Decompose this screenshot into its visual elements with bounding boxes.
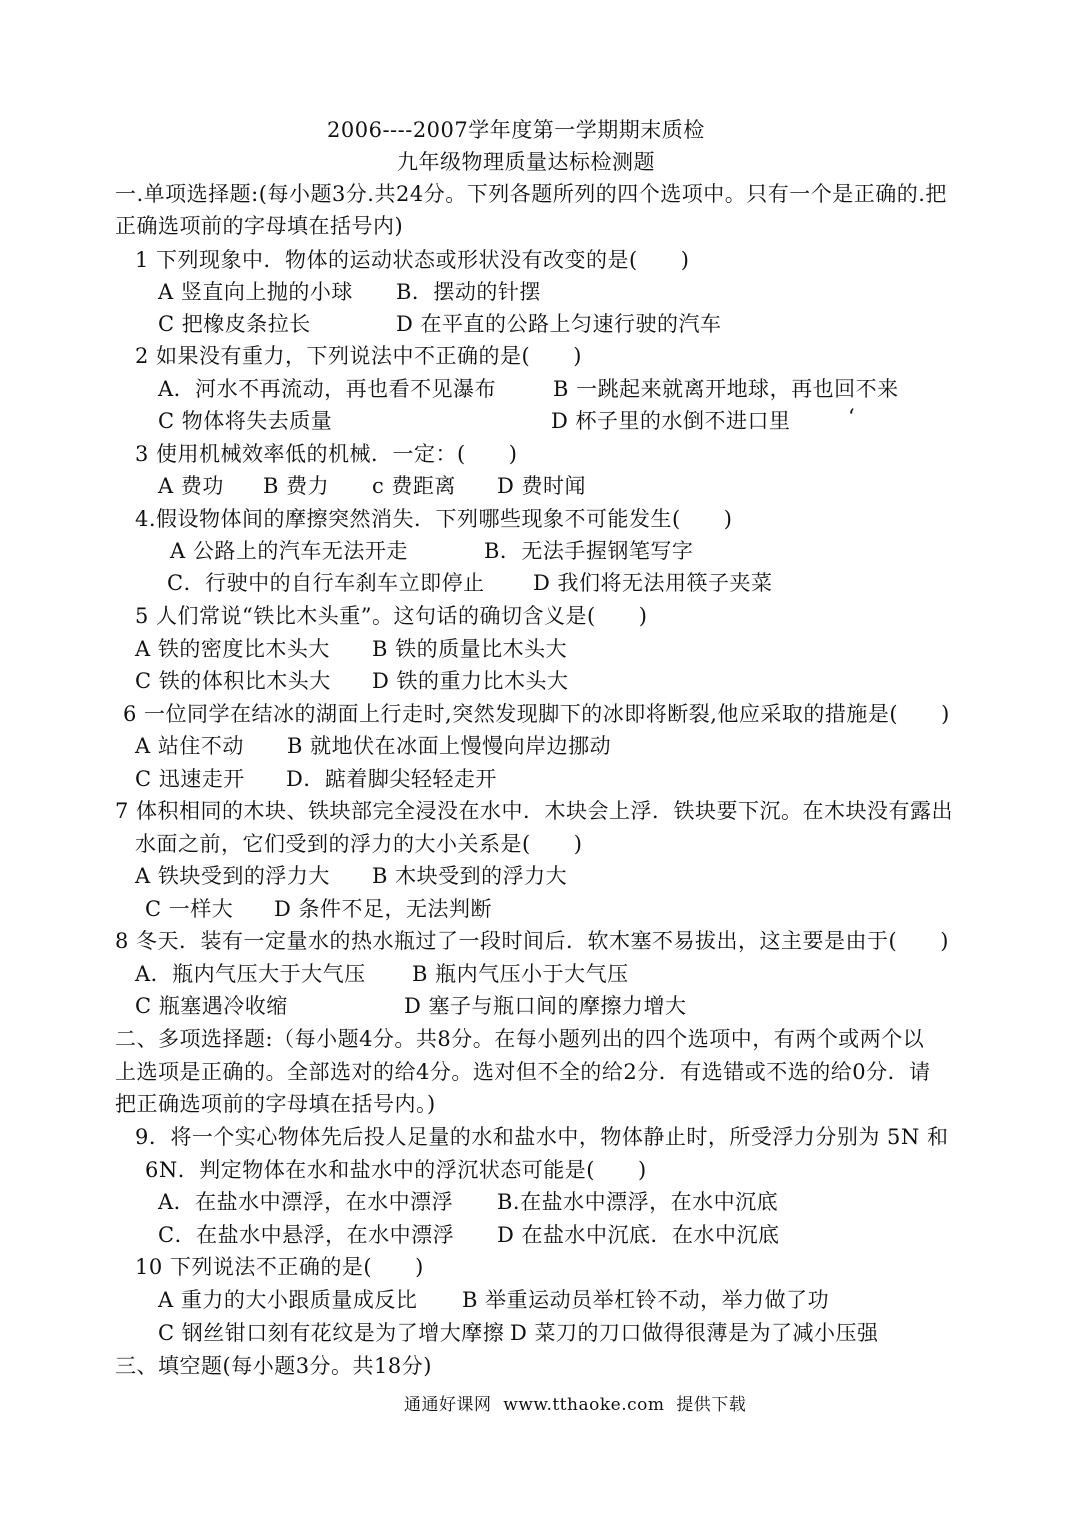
question-5-option-c: C 铁的体积比木头大 — [135, 669, 331, 693]
question-4-option-d: D 我们将无法用筷子夹菜 — [533, 571, 773, 595]
question-9-option-d: D 在盐水中沉底．在水中沉底 — [497, 1223, 780, 1247]
question-2-option-d: D 杯子里的水倒不进口里 — [551, 409, 791, 433]
title-line-2: 九年级物理质量达标检测题 — [397, 150, 655, 174]
question-9-option-a: A．在盐水中漂浮，在水中漂浮 — [158, 1190, 454, 1214]
stray-mark: ‘ — [848, 405, 856, 429]
question-8-option-a: A．瓶内气压大于大气压 — [135, 962, 366, 986]
section1-heading-line1: 一.单项选择题:(每小题3分.共24分。下列各题所列的四个选项中。只有一个是正确的.把 — [115, 182, 947, 206]
question-7-option-b: B 木块受到的浮力大 — [372, 864, 568, 888]
question-5-option-d: D 铁的重力比木头大 — [372, 669, 569, 693]
page-footer: 通通好课网 www.tthaoke.com 提供下载 — [404, 1395, 747, 1415]
section1-heading-line2: 正确选项前的字母填在括号内) — [115, 214, 404, 238]
question-10-option-a: A 重力的大小跟质量成反比 — [158, 1288, 418, 1312]
question-10-option-d: D 菜刀的刀口做得很薄是为了减小压强 — [510, 1321, 879, 1345]
question-10-option-b: B 举重运动员举杠铃不动，举力做了功 — [462, 1288, 830, 1312]
question-5-option-b: B 铁的质量比木头大 — [372, 637, 568, 661]
question-6-option-c: C 迅速走开 — [135, 767, 245, 791]
question-8-option-c: C 瓶塞遇冷收缩 — [135, 994, 288, 1018]
question-6-stem: 6 一位同学在结冰的湖面上行走时,突然发现脚下的冰即将断裂,他应采取的措施是( ) — [123, 702, 950, 726]
question-4-option-c: C．行驶中的自行车刹车立即停止 — [167, 571, 485, 595]
question-8-option-b: B 瓶内气压小于大气压 — [412, 962, 629, 986]
question-6-option-a: A 站住不动 — [135, 734, 244, 758]
question-3-option-c: c 费距离 — [372, 474, 456, 498]
question-1-option-b: B．摆动的针摆 — [396, 280, 541, 304]
question-8-option-d: D 塞子与瓶口间的摩擦力增大 — [404, 994, 687, 1018]
question-9-stem-line1: 9．将一个实心物体先后投人足量的水和盐水中，物体静止时，所受浮力分别为 5N 和 — [135, 1125, 949, 1149]
question-7-stem-line1: 7 体积相同的木块、铁块部完全浸没在水中．木块会上浮．铁块要下沉。在木块没有露出 — [115, 799, 954, 823]
question-10-option-c: C 钢丝钳口刻有花纹是为了增大摩擦 — [158, 1321, 505, 1345]
section2-heading-line2: 上选项是正确的。全部选对的给4分。选对但不全的给2分．有选错或不选的给0分．请 — [115, 1060, 931, 1084]
question-3-stem: 3 使用机械效率低的机械．一定：( ) — [135, 442, 518, 466]
question-2-stem: 2 如果没有重力，下列说法中不正确的是( ) — [135, 344, 582, 368]
question-7-option-d: D 条件不足，无法判断 — [274, 897, 493, 921]
question-1-option-d: D 在平直的公路上匀速行驶的汽车 — [396, 312, 722, 336]
question-8-stem: 8 冬天．装有一定量水的热水瓶过了一段时间后．软木塞不易拔出，这主要是由于( ) — [115, 929, 949, 953]
question-7-option-a: A 铁块受到的浮力大 — [135, 864, 330, 888]
question-9-option-b: B.在盐水中漂浮，在水中沉底 — [497, 1190, 779, 1214]
question-7-stem-line2: 水面之前，它们受到的浮力的大小关系是( ) — [135, 832, 583, 856]
question-4-option-b: B．无法手握钢笔写字 — [484, 539, 694, 563]
question-1-option-a: A 竖直向上抛的小球 — [158, 280, 353, 304]
question-1-stem: 1 下列现象中．物体的运动状态或形状没有改变的是( ) — [135, 248, 690, 272]
question-4-stem: 4.假设物体间的摩擦突然消失．下列哪些现象不可能发生( ) — [135, 507, 733, 531]
question-10-stem: 10 下列说法不正确的是( ) — [135, 1255, 424, 1279]
question-9-stem-line2: 6N．判定物体在水和盐水中的浮沉状态可能是( ) — [145, 1158, 647, 1182]
section2-heading-line3: 把正确选项前的字母填在括号内。) — [115, 1092, 436, 1116]
question-1-option-c: C 把橡皮条拉长 — [158, 312, 311, 336]
question-2-option-b: B 一跳起来就离开地球，再也回不来 — [553, 377, 899, 401]
question-6-option-b: B 就地伏在冰面上慢慢向岸边挪动 — [287, 734, 612, 758]
section2-heading-line1: 二、多项选择题:（每小题4分。共8分。在每小题列出的四个选项中，有两个或两个以 — [115, 1027, 925, 1051]
question-2-option-a: A．河水不再流动，再也看不见瀑布 — [158, 377, 497, 401]
question-9-option-c: C．在盐水中悬浮，在水中漂浮 — [158, 1223, 455, 1247]
question-2-option-c: C 物体将失去质量 — [158, 409, 333, 433]
question-4-option-a: A 公路上的汽车无法开走 — [170, 539, 408, 563]
question-3-option-d: D 费时闻 — [497, 474, 587, 498]
title-line-1: 2006----2007学年度第一学期期末质检 — [327, 118, 705, 142]
question-5-stem: 5 人们常说“铁比木头重”。这句话的确切含义是( ) — [135, 604, 648, 628]
question-3-option-a: A 费功 — [158, 474, 224, 498]
question-3-option-b: B 费力 — [263, 474, 330, 498]
question-7-option-c: C 一样大 — [145, 897, 234, 921]
section3-heading: 三、填空题(每小题3分。共18分) — [115, 1354, 432, 1378]
question-6-option-d: D．踮着脚尖轻轻走开 — [286, 767, 497, 791]
question-5-option-a: A 铁的密度比木头大 — [135, 637, 330, 661]
